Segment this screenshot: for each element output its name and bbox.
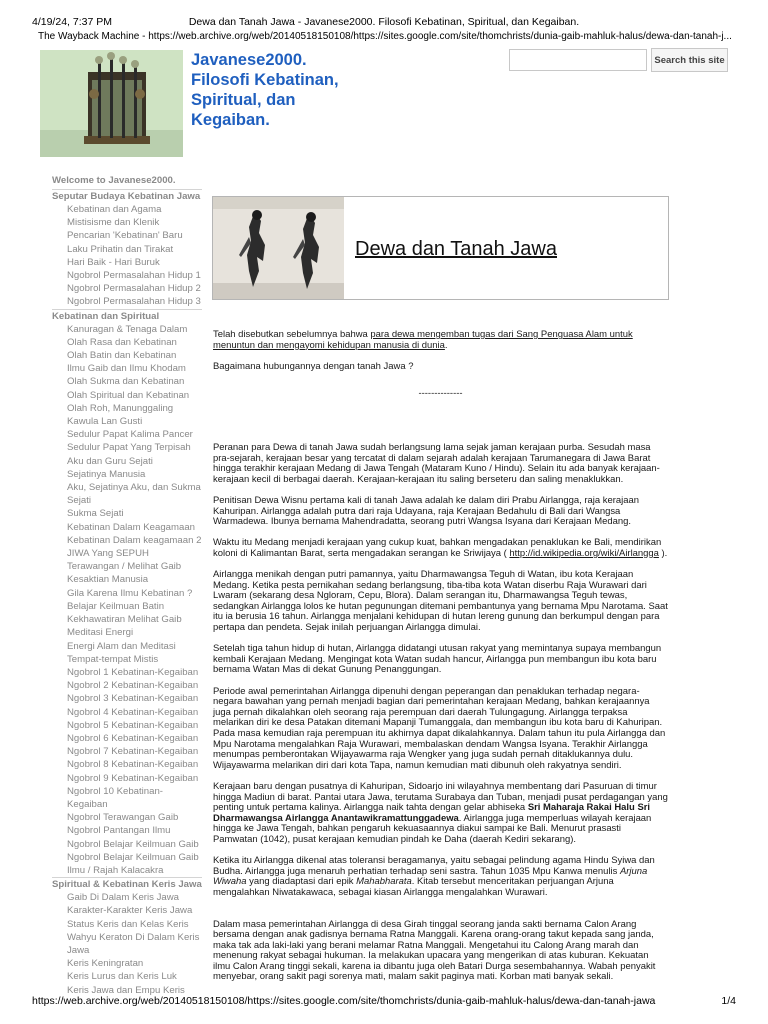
sidebar-item[interactable]: Ngobrol 4 Kebatinan-Kegaiban bbox=[67, 706, 199, 718]
paragraph bbox=[213, 782, 668, 846]
spacer bbox=[213, 400, 668, 443]
sidebar-item[interactable]: Wahyu Keraton Di Dalam Keris Jawa bbox=[67, 931, 200, 956]
sidebar-group bbox=[52, 189, 202, 309]
sidebar-item[interactable]: Ilmu Gaib dan Ilmu Khodam bbox=[67, 363, 186, 375]
sidebar-item[interactable]: Sedulur Papat Kalima Pancer bbox=[67, 429, 193, 441]
sidebar-item[interactable]: Kebatinan Dalam keagamaan 2 bbox=[67, 534, 202, 546]
spacer bbox=[213, 372, 668, 389]
paragraph-text: Ketika itu Airlangga dikenal atas toleransi beragamanya, yaitu sebagai pelindung agama Hindu Syiwa dan Budha. Airlangga juga menaruh perhatian terhadap seni sastra. Tahun 1035 Mpu Kanwa menulis bbox=[213, 855, 655, 877]
paragraph bbox=[213, 538, 668, 559]
sidebar-item[interactable]: Sedulur Papat Yang Terpisah bbox=[67, 442, 191, 454]
sidebar-item[interactable]: Energi Alam dan Meditasi bbox=[67, 640, 176, 652]
wikipedia-link[interactable]: http://id.wikipedia.org/wiki/Airlangga bbox=[509, 547, 659, 559]
sidebar-welcome-link[interactable]: Welcome to Javanese2000. bbox=[52, 175, 176, 186]
sidebar-item[interactable]: Keris Jawa dan Empu Keris bbox=[67, 984, 185, 996]
sidebar-item[interactable]: Ngobrol 1 Kebatinan-Kegaiban bbox=[67, 666, 199, 678]
paragraph-text: ). bbox=[658, 547, 668, 559]
article-body bbox=[213, 330, 668, 983]
sidebar-item[interactable]: Gaib Di Dalam Keris Jawa bbox=[67, 892, 179, 904]
sidebar-group-title[interactable]: Spiritual & Kebatinan Keris Jawa bbox=[52, 879, 202, 891]
site-title-line: Spiritual, dan bbox=[191, 91, 296, 109]
sidebar-item[interactable]: Olah Sukma dan Kebatinan bbox=[67, 376, 185, 388]
sidebar-item[interactable]: Kanuragan & Tenaga Dalam bbox=[67, 323, 188, 335]
keris-stand-image bbox=[40, 50, 183, 157]
paragraph-text: Kerajaan baru dengan pusatnya di Kahuripan, Sidoarjo ini wilayahnya membentang dari Pasuruan di timur hingga Madiun di barat. Pantai utara Jawa, terutama Surabaya dan Tuban, menjadi pusat perdagangan yang penting untuk pertama kalinya. Airlangga naik tahta dengan gelar abhiseka bbox=[213, 780, 668, 814]
sidebar-item[interactable]: Status Keris dan Kelas Keris bbox=[67, 918, 189, 930]
sidebar-item[interactable]: Kebatinan dan Agama bbox=[67, 204, 162, 215]
sidebar-item[interactable]: Ngobrol Terawangan Gaib bbox=[67, 812, 179, 824]
paragraph: Dalam masa pemerintahan Airlangga di desa Girah tinggal seorang janda sakti bernama Calon Arang bersama dengan anak gadisnya bernama Ratna Manggali. Karena orang-orang takut kepada sang janda, maka tak ada laki-laki yang berani melamar Ratna Manggali. Mengetahui itu Calong Arang marah dan menenung rakyat sebagai hukuman. Ia melakukan upacara yang mengerikan di atas kuburan. Kekuatan ilmu Calon Arang tinggi sekali, karena ia dibantu juga oleh Batari Durga sesembahannya. Wabah penyakit menyebar, orang sakit pagi sorenya mati, malam sakit paginya mati. Korban mati banyak sekali. bbox=[213, 918, 656, 983]
paragraph-text: . Kitab tersebut menceritakan perjuangan Arjuna mengalahkan Niwatakawaca, sebagai kiasan Airlangga mengalahkan Wurawari. bbox=[213, 876, 614, 898]
separator: -------------- bbox=[418, 388, 463, 400]
sidebar-item[interactable]: Kesaktian Manusia bbox=[67, 574, 149, 586]
paragraph: Periode awal pemerintahan Airlangga dipenuhi dengan peperangan dan penaklukan terhadap negara-negara bawahan yang pernah menjadi bagian dari pemerintahan kerajaan Medang, bahkan kerajaannya juga pernah dikalahkan oleh seorang raja perempuan dari daerah Tulungagung. Airlangga terpaksa melarikan diri ke desa Patakan ditemani Mapanji Tumanggala, dan membangun ibu kota baru di Kahuripan. Pada masa kemudian raja perempuan itu akhirnya dapat dikalahkannya. Dalam tahun itu pula Airlangga dan Mpu Narotama mengalahkan Raja Wurawari, membalaskan dendam Wangsa Isyana. Terakhir Airlangga menumpas pemberontakan Wijayawarma raja Wengker yang juga sudah pernah ditaklukannya dulu. Wijayawarma melarikan diri dari kota Tapa, namun kemudian mati dibunuh oleh rakyatnya sendiri. bbox=[213, 685, 666, 771]
royal-title: Sri Maharaja Rakai Halu Sri Dharmawangsa Airlangga Anantawikramattunggadewa bbox=[213, 802, 651, 824]
print-title: Dewa dan Tanah Jawa - Javanese2000. Filosofi Kebatinan, Spiritual, dan Kegaiban. bbox=[188, 16, 580, 28]
sidebar-item[interactable]: Ngobrol Pantangan Ilmu bbox=[67, 825, 171, 837]
sidebar-item[interactable]: Ngobrol Belajar Keilmuan Gaib bbox=[67, 851, 199, 863]
print-url: https://web.archive.org/web/20140518150108/https://sites.google.com/site/thomchrists/dunia-gaib-mahluk-halus/dewa-dan-tanah-jawa bbox=[32, 995, 656, 1007]
paragraph bbox=[213, 856, 668, 898]
paragraph: Peranan para Dewa di tanah Jawa sudah berlangsung lama sejak jaman kerajaan purba. Sesudah masa pra-sejarah, kerajaan besar yang tercatat di dalam sejarah adalah kerajaan Tarumanegara di Jawa Barat hingga terakhir kerajaan Medang di Jawa Tengah (Mataram Kuno / Hindu). Selain itu ada banyak kerajaan-kerajaan kecil di berbagai daerah. Kerajaan-kerajaan itu saling berseteru dan saling menaklukkan. bbox=[213, 441, 660, 485]
sidebar-item[interactable]: Ngobrol 10 Kebatinan-Kegaiban bbox=[67, 785, 164, 810]
sidebar-item[interactable]: Keris Keningratan bbox=[67, 958, 144, 970]
sidebar-item[interactable]: Mistisisme dan Klenik bbox=[67, 217, 160, 229]
sidebar-item[interactable]: Aku, Sejatinya Aku, dan Sukma Sejati bbox=[67, 482, 201, 507]
sidebar-item[interactable]: Keris Lurus dan Keris Luk bbox=[67, 971, 177, 983]
book-title: Arjuna Wiwaha bbox=[213, 865, 648, 888]
sidebar-group bbox=[52, 877, 202, 997]
sidebar-item[interactable]: Kekhawatiran Melihat Gaib bbox=[67, 614, 182, 626]
site-logo[interactable] bbox=[40, 50, 183, 157]
sidebar-item[interactable]: JIWA Yang SEPUH bbox=[67, 548, 149, 560]
paragraph: Setelah tiga tahun hidup di hutan, Airlangga didatangi utusan rakyat yang memintanya supaya membangun kembali Kerajaan Medang. Mengingat kota Watan sudah hancur, Airlangga pun membangun ibu kota baru bernama Watan Mas di dekat Gunung Penanggungan. bbox=[213, 643, 662, 676]
sidebar-item[interactable]: Meditasi Energi bbox=[67, 627, 134, 639]
sidebar-item[interactable]: Pencarian 'Kebatinan' Baru bbox=[67, 230, 183, 242]
sidebar-item[interactable]: Olah Batin dan Kebatinan bbox=[67, 350, 177, 362]
intro-paragraph bbox=[213, 330, 668, 351]
sidebar-item[interactable]: Kebatinan Dalam Keagamaan bbox=[67, 521, 196, 533]
sidebar-item[interactable]: Ngobrol Permasalahan Hidup 1 bbox=[67, 270, 201, 282]
search-button[interactable]: Search this site bbox=[651, 48, 728, 72]
sidebar-item[interactable]: Olah Roh, Manunggaling Kawula Lan Gusti bbox=[67, 402, 174, 428]
question-paragraph: Bagaimana hubungannya dengan tanah Jawa ? bbox=[213, 360, 414, 372]
wayang-image bbox=[213, 197, 344, 299]
site-title-line: Javanese2000. bbox=[191, 51, 307, 69]
intro-text: Telah disebutkan sebelumnya bahwa bbox=[213, 329, 371, 340]
sidebar-item[interactable]: Sukma Sejati bbox=[67, 508, 124, 520]
paragraph-text: . Airlangga juga memperluas wilayah kerajaan hingga ke Jawa Tengah, bahkan pengaruh kekuasaannya diakui sampai ke Bali. Menurut prasasti Pamwatan (1042), pusat kerajaan kemudian pindah ke Daha (daerah Kediri sekarang). bbox=[213, 812, 652, 845]
paragraph: Penitisan Dewa Wisnu pertama kali di tanah Jawa adalah ke dalam diri Prabu Airlangga, raja kerajaan Kahuripan. Airlangga adalah putra dari raja Udayana, raja Kerajaan Bedahulu di Bali dari Wangsa Warmadewa. Ibunya bernama Mahendradatta, seorang putri Wangsa Isyana dari Kerajaan Medang. bbox=[213, 494, 639, 528]
sidebar-item[interactable]: Ngobrol Permasalahan Hidup 3 bbox=[67, 296, 201, 308]
sidebar-item[interactable]: Laku Prihatin dan Tirakat bbox=[67, 243, 174, 255]
sidebar-item[interactable]: Tempat-tempat Mistis bbox=[67, 653, 159, 665]
sidebar-item[interactable]: Ilmu / Rajah Kalacakra bbox=[67, 864, 164, 876]
print-header bbox=[32, 16, 736, 30]
sidebar-item[interactable]: Ngobrol 6 Kebatinan-Kegaiban bbox=[67, 732, 199, 744]
sidebar-item[interactable]: Olah Rasa dan Kebatinan bbox=[67, 336, 177, 348]
sidebar-item[interactable]: Ngobrol 5 Kebatinan-Kegaiban bbox=[67, 719, 199, 731]
sidebar-item[interactable]: Terawangan / Melihat Gaib bbox=[67, 561, 182, 573]
wayback-banner[interactable]: The Wayback Machine - https://web.archive.org/web/20140518150108/https://sites.google.com/site/thomchrists/dunia-gaib-mahluk-halus/dewa-dan-tanah-j... bbox=[38, 31, 732, 42]
sidebar-item[interactable]: Belajar Keilmuan Batin bbox=[67, 600, 165, 612]
sidebar-item[interactable]: Hari Baik - Hari Buruk bbox=[67, 256, 160, 268]
book-title: Mahabharata bbox=[356, 876, 412, 888]
wayang-puppets-icon bbox=[213, 197, 344, 299]
sidebar-item[interactable]: Gila Karena Ilmu Kebatinan ? bbox=[67, 587, 193, 599]
paragraph-text: Waktu itu Medang menjadi kerajaan yang cukup kuat, bahkan mengadakan penaklukan ke Bali, mendirikan koloni di Kalimantan Barat, serta mengadakan serangan ke Sriwijaya ( bbox=[213, 537, 662, 559]
sidebar-item[interactable]: Aku dan Guru Sejati bbox=[67, 455, 153, 467]
sidebar-nav bbox=[52, 175, 202, 997]
site-title[interactable] bbox=[191, 50, 391, 130]
paragraph-text: yang diadaptasi dari epik bbox=[246, 876, 357, 888]
sidebar-group bbox=[52, 309, 202, 878]
intro-link[interactable]: para dewa mengemban tugas dari Sang Penguasa Alam untuk menuntun dan mengayomi kehidupan manusia di dunia bbox=[213, 329, 633, 351]
intro-end: . bbox=[444, 339, 448, 351]
sidebar-item[interactable]: Ngobrol 7 Kebatinan-Kegaiban bbox=[67, 746, 199, 758]
post-title: Dewa dan Tanah Jawa bbox=[355, 238, 557, 260]
sidebar-item[interactable]: Ngobrol 9 Kebatinan-Kegaiban bbox=[67, 772, 199, 784]
sidebar-item[interactable]: Ngobrol 8 Kebatinan-Kegaiban bbox=[67, 759, 199, 771]
sidebar-item[interactable]: Ngobrol 3 Kebatinan-Kegaiban bbox=[67, 693, 199, 705]
sidebar-item[interactable]: Karakter-Karakter Keris Jawa bbox=[67, 905, 193, 917]
sidebar-group-title[interactable]: Seputar Budaya Kebatinan Jawa bbox=[52, 191, 201, 202]
paragraph: Airlangga menikah dengan putri pamannya, yaitu Dharmawangsa Teguh di Watan, ibu kota Kerajaan Medang. Ketika pesta pernikahan sedang berlangsung, tiba-tiba kota Watan diserbu Raja Wurawari dari Lwaram (sekarang desa Ngloram, Cepu, Blora). Dalam serangan itu, Dharmawangsa Teguh tewas, sedangkan Airlangga lolos ke hutan pegunungan ditemani pembantunya yang bernama Mpu Narotama. Saat itu ia berusia 16 tahun. Airlangga menjalani kehidupan di hutan lereng gunung dan berkumpul dengan para pertapa dan pendeta. Sejak inilah perjuangan Airlangga dimulai. bbox=[213, 569, 668, 634]
search-input[interactable] bbox=[509, 49, 647, 71]
page-number: 1/4 bbox=[721, 995, 736, 1007]
sidebar-item[interactable]: Ngobrol 2 Kebatinan-Kegaiban bbox=[67, 680, 199, 692]
sidebar-item[interactable]: Ngobrol Permasalahan Hidup 2 bbox=[67, 283, 201, 295]
sidebar-group-title[interactable]: Kebatinan dan Spiritual bbox=[52, 310, 160, 322]
site-title-line: Filosofi Kebatinan, bbox=[191, 71, 339, 89]
sidebar-item[interactable]: Sejatinya Manusia bbox=[67, 468, 146, 480]
spacer bbox=[213, 899, 668, 920]
sidebar-item[interactable]: Ngobrol Belajar Keilmuan Gaib bbox=[67, 838, 199, 850]
print-date: 4/19/24, 7:37 PM bbox=[32, 16, 112, 28]
site-title-line: Kegaiban. bbox=[191, 111, 270, 129]
sidebar-item[interactable]: Olah Spiritual dan Kebatinan bbox=[67, 389, 190, 401]
